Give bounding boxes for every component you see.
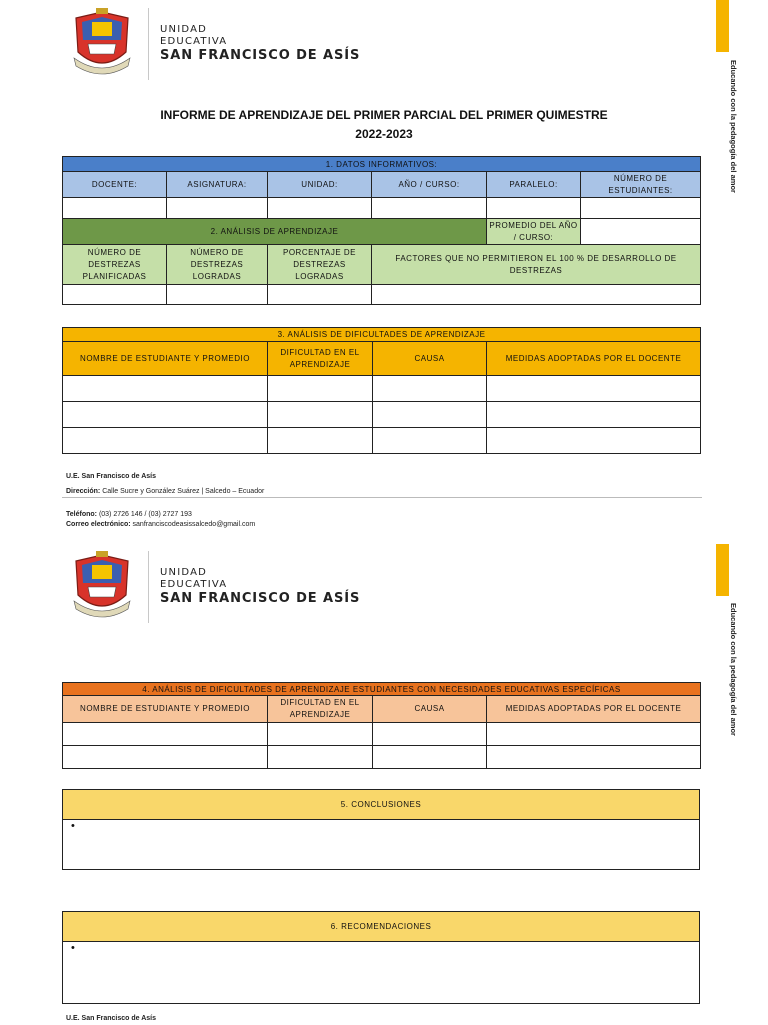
- footer-address-label: Dirección:: [66, 488, 101, 495]
- table-cell[interactable]: [373, 746, 487, 769]
- header-destrezas-planificadas: NÚMERO DE DESTREZAS PLANIFICADAS: [63, 245, 167, 285]
- table-cell[interactable]: [63, 746, 268, 769]
- input-numero-estudiantes[interactable]: [581, 198, 701, 219]
- table-cell[interactable]: [268, 746, 373, 769]
- input-ano-curso[interactable]: [372, 198, 487, 219]
- header-nombre-estudiante: NOMBRE DE ESTUDIANTE Y PROMEDIO: [63, 342, 268, 376]
- school-name-line2: EDUCATIVA: [160, 579, 228, 590]
- section3-heading: 3. ANÁLISIS DE DIFICULTADES DE APRENDIZAJE: [63, 328, 701, 342]
- recomendaciones-field[interactable]: [63, 942, 700, 1004]
- input-unidad[interactable]: [268, 198, 372, 219]
- section6-heading: 6. RECOMENDACIONES: [63, 912, 700, 942]
- side-motto: Educando con la pedagogía del amor: [729, 603, 738, 736]
- table-cell[interactable]: [268, 402, 373, 428]
- conclusiones-table: [62, 789, 700, 870]
- school-name: [160, 24, 360, 64]
- school-name-line3: SAN FRANCISCO DE ASÍS: [160, 591, 361, 606]
- footer-school-name: U.E. San Francisco de Asís: [66, 1015, 156, 1022]
- input-paralelo[interactable]: [487, 198, 581, 219]
- footer-email: sanfranciscodeasissalcedo@gmail.com: [132, 521, 256, 528]
- input-asignatura[interactable]: [167, 198, 268, 219]
- header-dificultad: DIFICULTAD EN EL APRENDIZAJE: [268, 696, 373, 723]
- section2-heading: 2. ANÁLISIS DE APRENDIZAJE: [63, 219, 487, 245]
- input-destrezas-logradas[interactable]: [167, 285, 268, 305]
- footer-block: [66, 1013, 156, 1025]
- recomendaciones-table: [62, 911, 700, 1004]
- header-factores: FACTORES QUE NO PERMITIERON EL 100 % DE DESARROLLO DE DESTREZAS: [372, 245, 701, 285]
- bullet-marker: •: [71, 820, 76, 832]
- header-dificultad: DIFICULTAD EN EL APRENDIZAJE: [268, 342, 373, 376]
- header-divider: [148, 551, 149, 623]
- footer-divider: [62, 497, 702, 498]
- bullet-marker: •: [71, 942, 76, 954]
- header-causa: CAUSA: [373, 696, 487, 723]
- conclusiones-field[interactable]: [63, 820, 700, 870]
- side-accent-bar: [716, 544, 729, 596]
- school-name-line2: EDUCATIVA: [160, 36, 228, 47]
- section1-heading: 1. DATOS INFORMATIVOS:: [63, 157, 701, 172]
- section4-heading: 4. ANÁLISIS DE DIFICULTADES DE APRENDIZAJE ESTUDIANTES CON NECESIDADES EDUCATIVAS ESPECÍFICAS: [63, 683, 701, 696]
- input-destrezas-planificadas[interactable]: [63, 285, 167, 305]
- table-cell[interactable]: [63, 723, 268, 746]
- header-numero-estudiantes: NÚMERO DE ESTUDIANTES:: [581, 172, 701, 198]
- table-cell[interactable]: [487, 376, 701, 402]
- report-year: 2022-2023: [355, 127, 413, 141]
- table-cell[interactable]: [268, 428, 373, 454]
- school-name-line1: UNIDAD: [160, 24, 208, 35]
- table-cell[interactable]: [268, 376, 373, 402]
- header-docente: DOCENTE:: [63, 172, 167, 198]
- school-name-line3: SAN FRANCISCO DE ASÍS: [160, 48, 361, 63]
- header-medidas: MEDIDAS ADOPTADAS POR EL DOCENTE: [487, 696, 701, 723]
- input-docente[interactable]: [63, 198, 167, 219]
- footer-phone-label: Teléfono:: [66, 511, 97, 518]
- table-cell[interactable]: [373, 428, 487, 454]
- header-unidad: UNIDAD:: [268, 172, 372, 198]
- dificultades-table: [62, 327, 701, 454]
- header-paralelo: PARALELO:: [487, 172, 581, 198]
- header-porcentaje-destrezas: PORCENTAJE DE DESTREZAS LOGRADAS: [268, 245, 372, 285]
- side-motto: Educando con la pedagogía del amor: [729, 60, 738, 193]
- table-cell[interactable]: [63, 402, 268, 428]
- header-medidas: MEDIDAS ADOPTADAS POR EL DOCENTE: [487, 342, 701, 376]
- header-causa: CAUSA: [373, 342, 487, 376]
- header-nombre-estudiante: NOMBRE DE ESTUDIANTE Y PROMEDIO: [63, 696, 268, 723]
- school-crest-logo: [70, 8, 134, 78]
- footer-school-name: U.E. San Francisco de Asís: [66, 473, 156, 480]
- school-crest-logo: [70, 551, 134, 621]
- table-cell[interactable]: [268, 723, 373, 746]
- table-cell[interactable]: [487, 428, 701, 454]
- header-destrezas-logradas: NÚMERO DE DESTREZAS LOGRADAS: [167, 245, 268, 285]
- table-cell[interactable]: [487, 723, 701, 746]
- footer-phone: (03) 2726 146 / (03) 2727 193: [98, 511, 192, 518]
- table-cell[interactable]: [373, 723, 487, 746]
- table-cell[interactable]: [487, 746, 701, 769]
- table-cell[interactable]: [63, 428, 268, 454]
- footer-email-label: Correo electrónico:: [66, 521, 131, 528]
- section5-heading: 5. CONCLUSIONES: [63, 790, 700, 820]
- school-name: [160, 567, 360, 607]
- table-cell[interactable]: [373, 402, 487, 428]
- table-cell[interactable]: [63, 376, 268, 402]
- table-cell[interactable]: [487, 402, 701, 428]
- header-divider: [148, 8, 149, 80]
- footer-contact: [66, 509, 255, 531]
- footer-address: Calle Sucre y González Suárez | Salcedo – Ecuador: [102, 488, 265, 495]
- input-porcentaje[interactable]: [268, 285, 372, 305]
- side-accent-bar: [716, 0, 729, 52]
- header-asignatura: ASIGNATURA:: [167, 172, 268, 198]
- input-promedio[interactable]: [581, 219, 701, 245]
- footer-block: [66, 471, 264, 498]
- school-name-line1: UNIDAD: [160, 567, 208, 578]
- table-cell[interactable]: [373, 376, 487, 402]
- header-ano-curso: AÑO / CURSO:: [372, 172, 487, 198]
- nee-table: [62, 682, 701, 769]
- input-factores[interactable]: [372, 285, 701, 305]
- report-title: INFORME DE APRENDIZAJE DEL PRIMER PARCIAL DEL PRIMER QUIMESTRE: [160, 108, 608, 122]
- header-promedio: PROMEDIO DEL AÑO / CURSO:: [487, 219, 581, 245]
- datos-table: [62, 156, 701, 305]
